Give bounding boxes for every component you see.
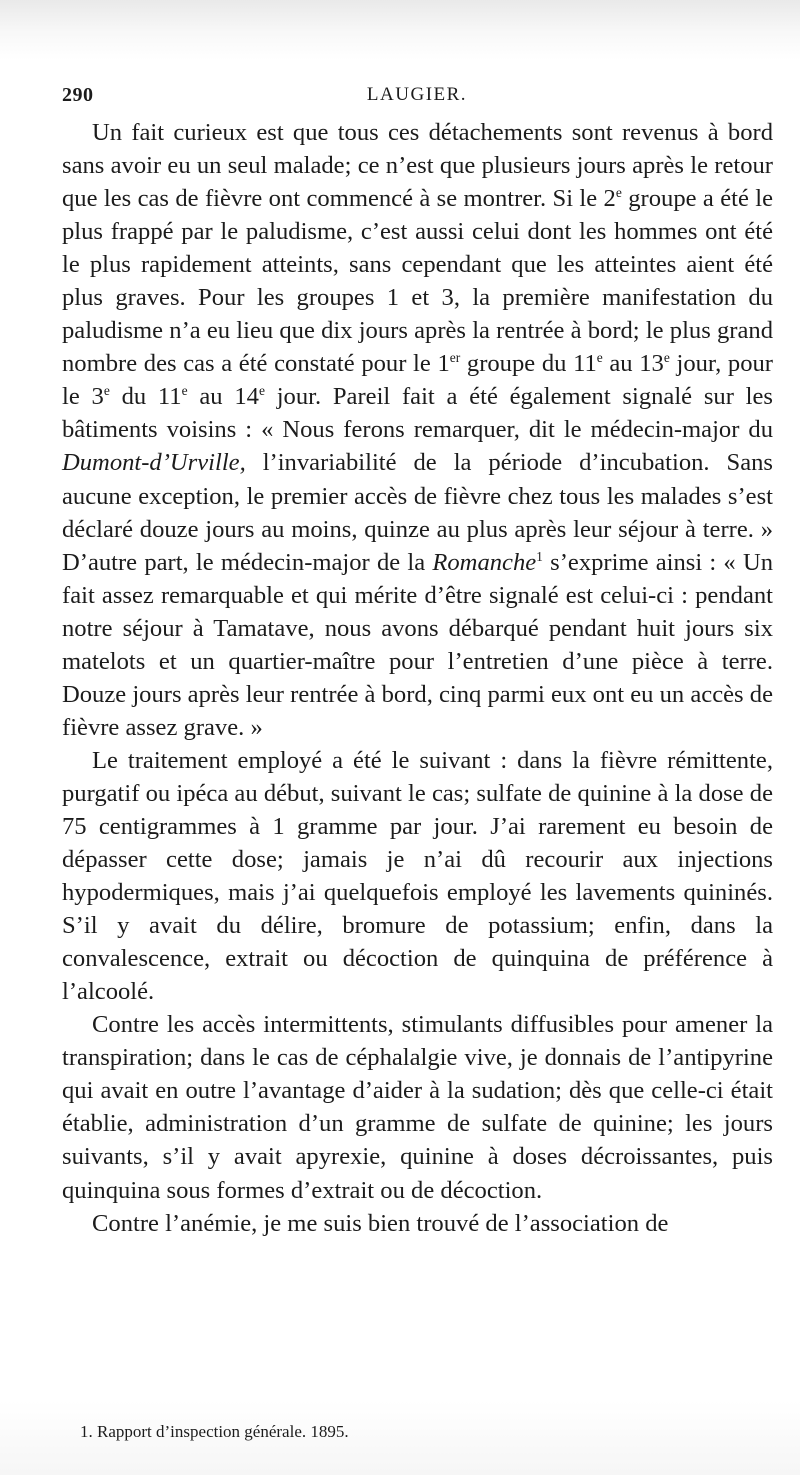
text-segment: s’exprime ainsi : « Un fait assez remarquable et qui mérite d’être signalé est celui-ci : pendant notre séjour à Tamatave, nous avons débarqué pendant huit jours six matelots et un quartier-maître pour l’entretien d’une pièce à terre. Douze jours après leur rentrée à bord, cinq parmi eux ont eu un accès de fièvre assez grave. » [62,548,773,741]
footnote: 1. Rapport d’inspection générale. 1895. [80,1422,349,1441]
text-segment: Un fait curieux est que tous ces détachements sont revenus à bord sans avoir eu un seul malade; ce n’est que plusieurs jours après le retour que les cas de fièvre ont commencé à se montrer. Si le 2 [62,119,773,213]
ship-name-italic: Romanche [432,548,537,576]
footnotes [62,1420,773,1444]
text-segment: jour. Pareil fait a été également signalé sur les bâtiments voisins : « Nous ferons remarquer, dit le médecin-major du [62,383,773,444]
superscript: e [663,350,670,366]
superscript: e [103,383,110,399]
body-text [62,116,773,1240]
superscript: er [449,350,461,366]
paragraph-intermittent-access: Contre les accès intermittents, stimulants diffusibles pour amener la transpiration; dans le cas de céphalalgie vive, je donnais de l’antipyrine qui avait en outre l’avantage d’aider à la sudation; dès que celle-ci était établie, administration d’un gramme de sulfate de quinine; les jours suivants, s’il y avait apyrexie, quinine à doses décroissantes, puis quinquina sous formes d’extrait ou de décoction. [62,1011,773,1204]
superscript: e [615,184,622,200]
text-segment: groupe du 11 [460,350,597,378]
text-segment: au 14 [187,383,259,411]
running-head: LAUGIER. [366,84,468,105]
paragraph-treatment: Le traitement employé a été le suivant : dans la fièvre rémittente, purgatif ou ipéca au début, suivant le cas; sulfate de quinine à la dose de 75 centigrammes à 1 gramme par jour. J’ai rarement eu besoin de dépasser cette dose; jamais je n’ai dû recourir aux injections hypodermiques, mais j’ai quelquefois employé les lavements quininés. S’il y avait du délire, bromure de potassium; enfin, dans la convalescence, extrait ou décoction de quinquina de préférence à l’alcoolé. [62,746,773,1006]
text-segment: l’invariabilité de la période d’incubation. Sans aucune exception, le premier accès de fièvre chez tous les malades s’est déclaré douze jours au moins, quinze au plus après leur séjour à terre. » D’autre part, le médecin-major de la [62,449,773,576]
page-header [62,84,772,114]
text-segment: groupe a été le plus frappé par le paludisme, c’est aussi celui dont les hommes ont été le plus rapidement atteints, sans cependant que les atteintes aient été plus graves. Pour les groupes 1 et 3, la première manifestation du paludisme n’a eu lieu que dix jours après la rentrée à bord; le plus grand nombre des cas a été constaté pour le 1 [62,185,773,378]
page-number: 290 [62,84,94,106]
superscript: e [258,383,265,399]
paragraph-incubation [62,116,773,744]
text-segment: jour, pour le 3 [62,350,773,411]
superscript: e [596,350,603,366]
superscript: e [181,383,188,399]
text-segment: du 11 [109,383,182,411]
text-segment: au 13 [602,350,664,378]
ship-name-italic: Dumont-d’Urville, [62,449,246,477]
footnote-marker: 1 [536,548,543,564]
paragraph-anemia: Contre l’anémie, je me suis bien trouvé de l’association de [92,1209,669,1237]
